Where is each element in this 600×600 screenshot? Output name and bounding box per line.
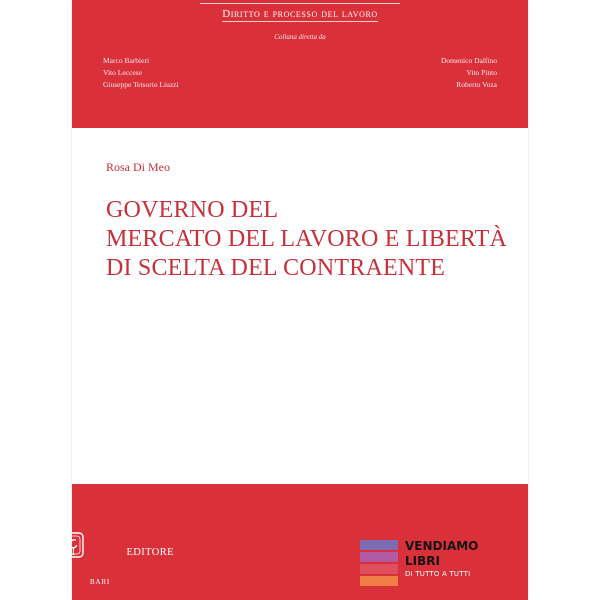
title-line: MERCATO DEL LAVORO E LIBERTÀ: [106, 226, 508, 252]
badge-stripe: [360, 576, 398, 586]
series-directed-by: Collana diretta da: [274, 33, 326, 41]
title-line: DI SCELTA DEL CONTRAENTE: [106, 255, 446, 281]
editor-name: Domenico Dalfino: [440, 56, 497, 65]
publisher-name-left: CACUCCI: [26, 547, 76, 558]
editor-name: Giuseppe Tetsorio Liuzzi: [103, 80, 179, 89]
badge-line: LIBRI: [405, 554, 440, 568]
book-title: [106, 196, 507, 283]
editor-name: Vito Pinto: [466, 68, 497, 77]
publisher-name-right: EDITORE: [126, 547, 174, 558]
cover-top-band: [72, 0, 528, 128]
top-rule: [200, 3, 400, 4]
editor-name: Marco Barbieri: [103, 56, 150, 65]
editors-right: [441, 55, 497, 91]
badge-stripe: [360, 540, 398, 550]
badge-title: [405, 539, 478, 569]
publisher-city: BARI: [90, 578, 110, 586]
vendiamo-libri-badge: [360, 536, 480, 591]
editor-name: Vito Leccese: [103, 68, 142, 77]
publisher-emblem-icon: [61, 531, 85, 559]
book-cover: [72, 0, 528, 600]
author-name: Rosa Di Meo: [106, 160, 170, 174]
badge-subtitle: DI TUTTO A TUTTI: [405, 570, 471, 578]
editor-name: Roberto Voza: [456, 80, 497, 89]
badge-stripe: [360, 564, 398, 574]
badge-line: VENDIAMO: [405, 539, 479, 553]
series-title: Diritto e processo del lavoro: [222, 8, 378, 20]
title-line: GOVERNO DEL: [106, 197, 279, 223]
badge-stripe: [360, 552, 398, 562]
editors-left: [103, 55, 179, 91]
